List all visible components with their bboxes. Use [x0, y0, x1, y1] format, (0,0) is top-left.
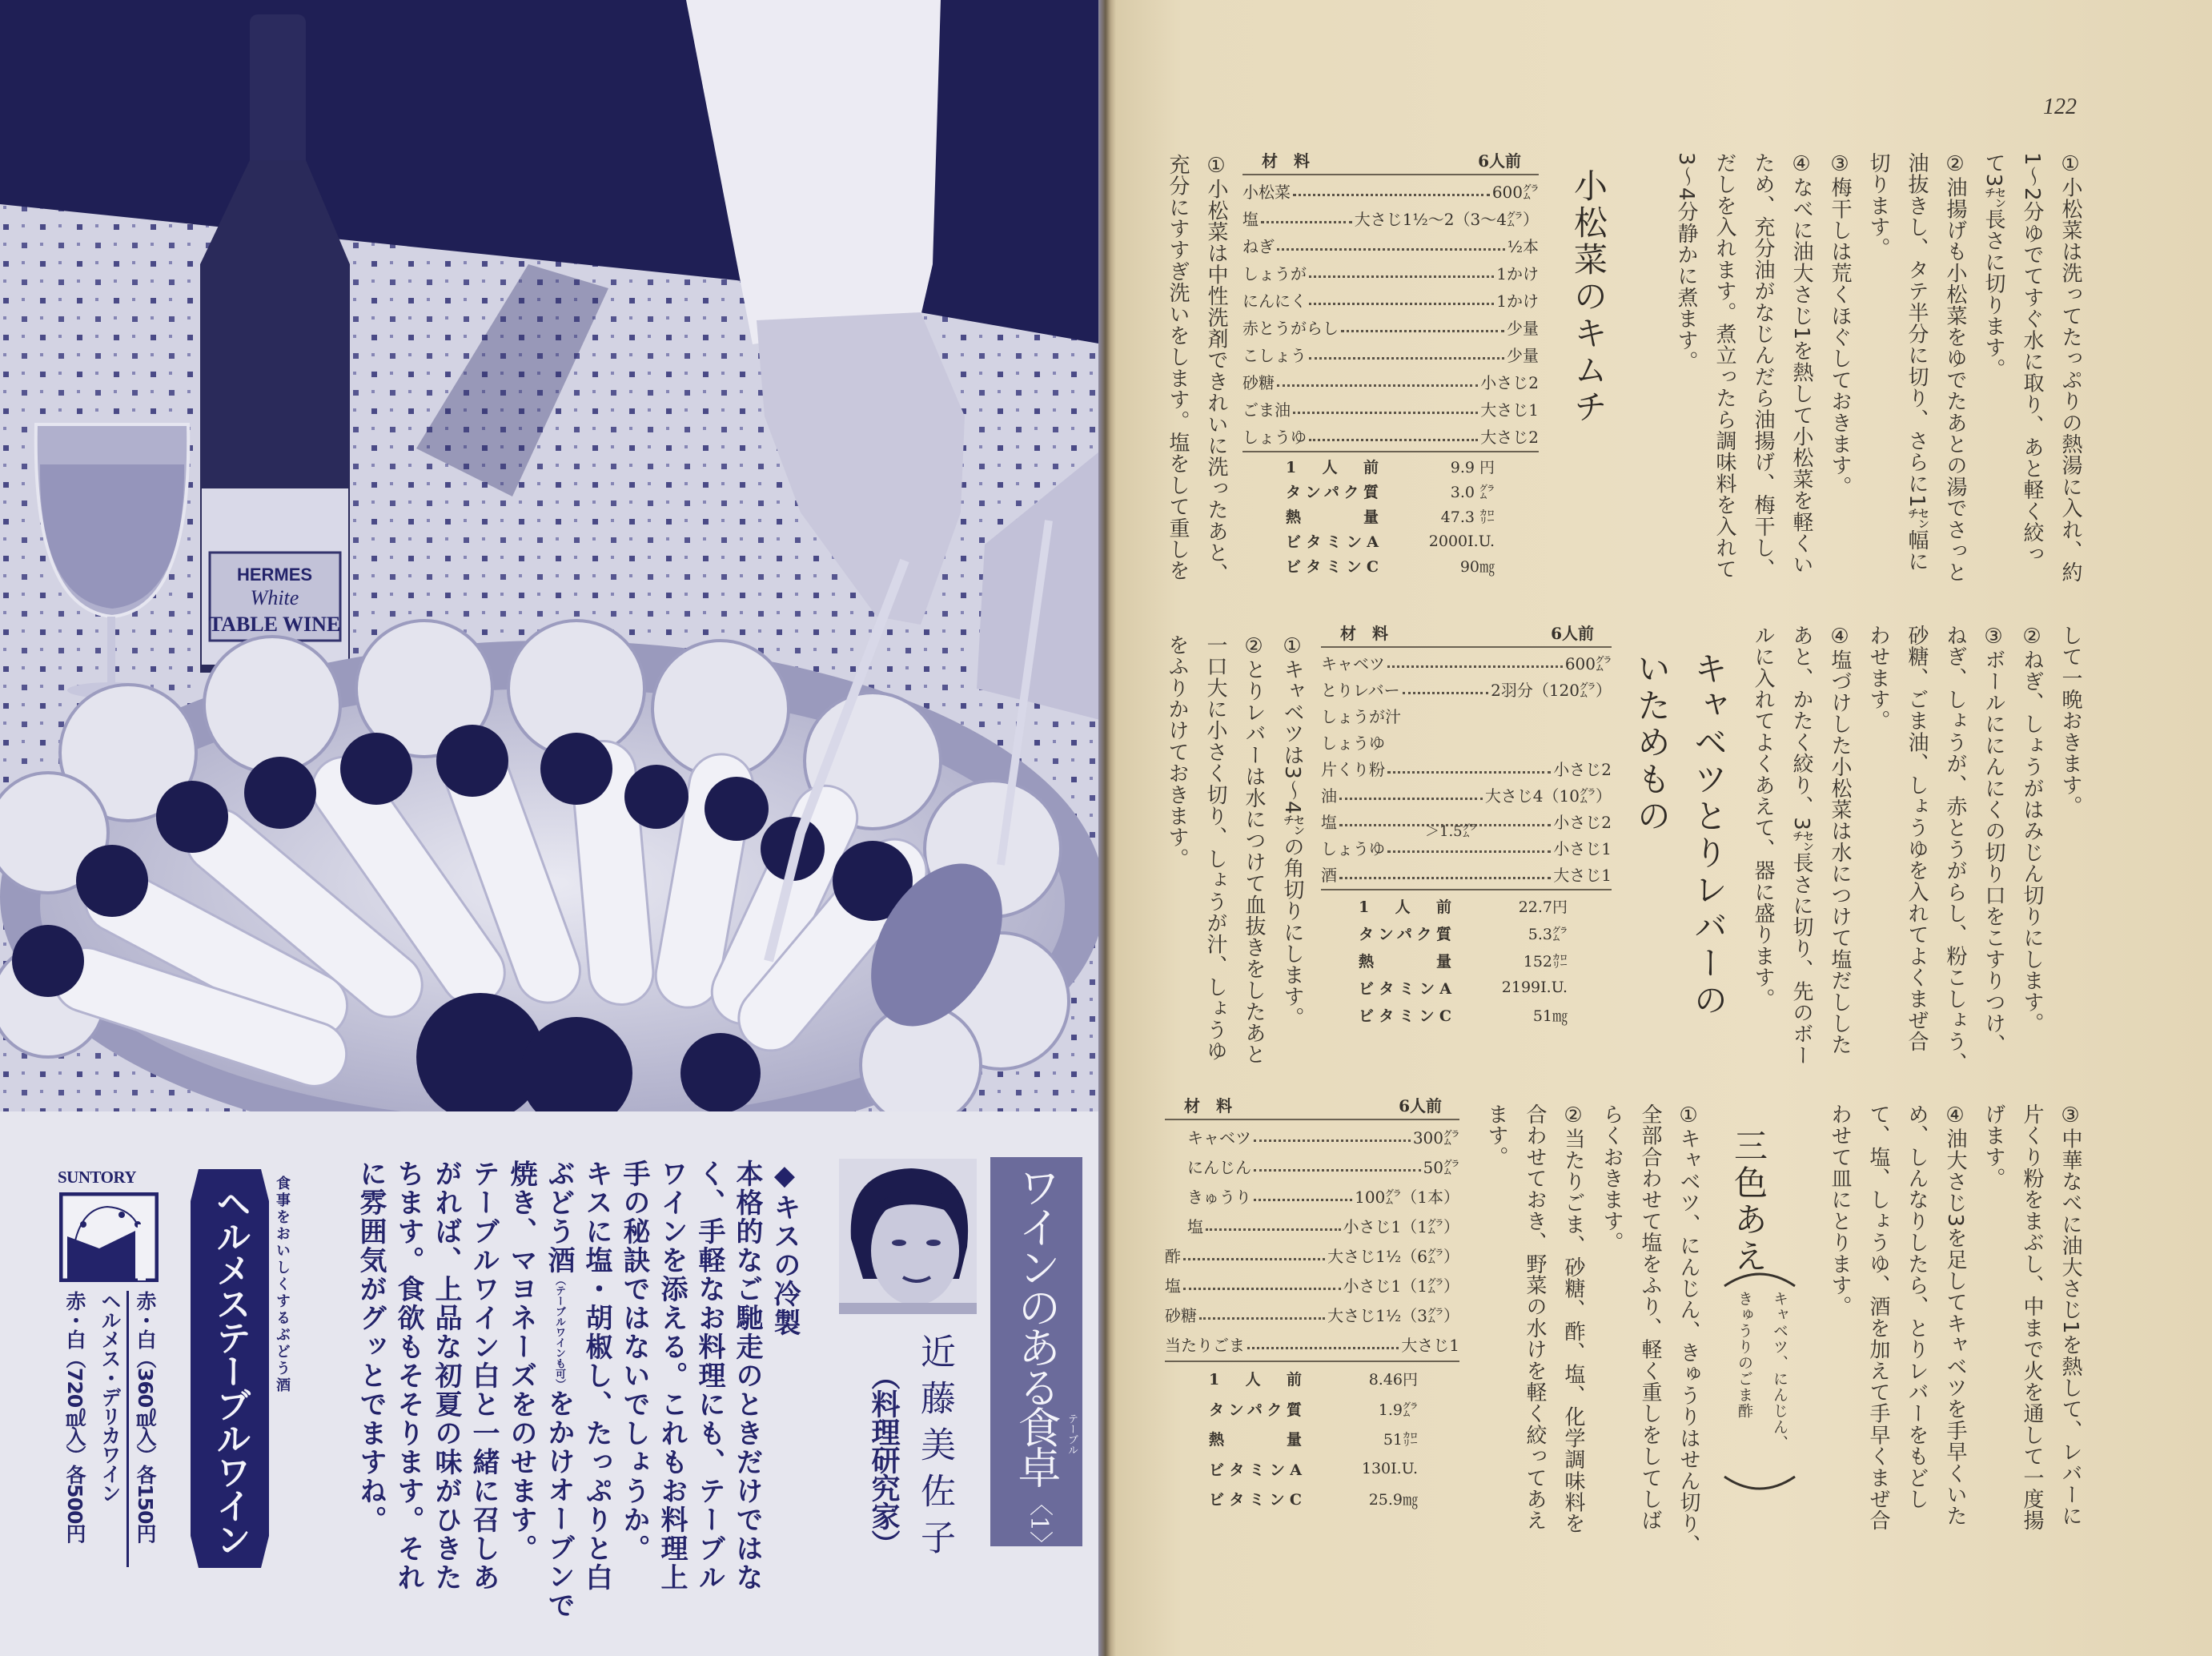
- bracket-note: ＞1.5㌘: [1425, 822, 1477, 840]
- ingredient-row: [1242, 231, 1539, 259]
- table-divider: [1242, 174, 1539, 175]
- dot-leader: [1247, 1347, 1399, 1349]
- ingredient-name: 酒: [1321, 866, 1337, 885]
- series-number: 〈1〉: [1025, 1492, 1053, 1556]
- ingredient-name: しょうゆ: [1321, 734, 1385, 753]
- author-portrait: [839, 1159, 977, 1314]
- ingredient-name: 塩: [1321, 813, 1337, 832]
- article: [351, 1160, 803, 1620]
- ingredient-amount: 大さじ1: [1401, 1336, 1459, 1355]
- nutrition-row: [1242, 553, 1539, 578]
- dot-leader: [1183, 1288, 1341, 1290]
- ingredient-row: [1165, 1122, 1459, 1152]
- text-column: 赤・白（720㎖入）各500円: [63, 1291, 86, 1543]
- ingredient-row: [1165, 1152, 1459, 1181]
- text-column: ①キャベツは3〜4㌢の角切りにします。: [1280, 634, 1304, 1029]
- nutrition-row: [1165, 1454, 1459, 1485]
- text-column: げます。: [1981, 1103, 2005, 1189]
- table-header: [1165, 1091, 1459, 1117]
- text-column: らくおきます。: [1600, 1103, 1624, 1253]
- ingredient-name: 塩: [1187, 1217, 1203, 1236]
- text-column: がれば、上品な初夏の味がひきた: [430, 1160, 462, 1592]
- nutrition-label: ビタミンA: [1359, 979, 1451, 998]
- text-column: 1〜2分ゆでてすぐ水に取り、あと軽く絞っ: [2020, 152, 2044, 565]
- ingredients-table-sanshoku-ae: [1165, 1091, 1459, 1514]
- text-column: ④塩づけした小松菜は水につけて塩だしした: [1828, 625, 1852, 1055]
- ingredient-row: [1321, 861, 1612, 887]
- dot-leader: [1339, 877, 1551, 879]
- ingredient-row: [1242, 204, 1539, 231]
- ingredient-row: [1165, 1300, 1459, 1329]
- text-column: ため、充分油がなじんだら油揚げ、梅干し、: [1751, 152, 1775, 580]
- ingredient-row: [1165, 1181, 1459, 1211]
- text-column: だしを入れます。煮立ったら調味料を入れて: [1712, 152, 1736, 580]
- text-column: ルに入れてよくあえて、器に盛ります。: [1751, 625, 1775, 1010]
- nutrition-row: [1242, 479, 1539, 504]
- dot-leader: [1206, 1228, 1341, 1231]
- ingredient-row: [1165, 1329, 1459, 1359]
- nutrition-value: 2199I.U.: [1501, 979, 1568, 996]
- ingredient-amount: 大さじ1½（3㌘）: [1327, 1306, 1459, 1325]
- text-column: ヘルメス・デリカワイン: [98, 1291, 122, 1502]
- nutrition-label: ビタミンC: [1359, 1007, 1451, 1025]
- nutrition-label: 1人前: [1209, 1371, 1302, 1389]
- dot-leader: [1387, 850, 1551, 853]
- cabbage-liver-steps-b: [1821, 1103, 2090, 1531]
- ingredient-name: ねぎ: [1242, 236, 1275, 256]
- text-column: いためもの: [1632, 651, 1672, 835]
- nutrition-value: 51㌍: [1383, 1431, 1418, 1449]
- dot-leader: [1341, 330, 1504, 332]
- text-column: 焼き、マヨネーズをのせます。: [505, 1160, 537, 1563]
- dot-leader: [1387, 771, 1551, 774]
- ingredient-amount: 大さじ2: [1480, 427, 1539, 447]
- nutrition-value: 22.7円: [1518, 898, 1568, 916]
- text-column: ワインを添える。これもお料理上: [656, 1160, 688, 1592]
- dot-leader: [1277, 248, 1505, 251]
- recipe-title-cabbage-liver: [1624, 651, 1737, 1019]
- text-column: め、しんなりしたら、とりレバーをもどし: [1905, 1103, 1929, 1510]
- ingredient-name: キャベツ: [1321, 654, 1385, 673]
- text-column: わせて皿にとります。: [1828, 1103, 1852, 1317]
- text-column: 3〜4分静かに煮ます。: [1674, 152, 1698, 372]
- ingredient-amount: 600㌘: [1564, 654, 1612, 673]
- text-column: 本格的なご馳走のときだけではな: [731, 1160, 763, 1592]
- text-column: 一口大に小さく切り、しょうが汁、しょうゆ: [1203, 634, 1227, 1062]
- text-column: あと、かたく絞り、3㌢長さに切り、先のボー: [1789, 625, 1813, 1067]
- table-servings: 6人前: [1551, 623, 1594, 643]
- ingredient-amount: ½本: [1507, 236, 1539, 256]
- ingredient-name: 酢: [1165, 1247, 1181, 1266]
- ingredient-amount: 小さじ1（1㌘）: [1343, 1276, 1459, 1296]
- nutrition-value: 1.9㌘: [1378, 1401, 1418, 1419]
- text-column: して一晩おきます。: [2058, 625, 2082, 818]
- nutrition-row: [1165, 1484, 1459, 1514]
- bottle-label-type: TABLE WINE: [208, 613, 341, 636]
- ingredient-name: にんじん: [1187, 1158, 1251, 1177]
- ingredient-amount: 小さじ2: [1480, 372, 1539, 392]
- ingredients-table-cabbage-liver: [1321, 619, 1612, 1028]
- ingredients-table-kimchi: [1242, 147, 1539, 578]
- ingredient-amount: 100㌘（1本）: [1355, 1188, 1459, 1207]
- cabbage-liver-steps-a: [1158, 634, 1311, 1065]
- dot-leader: [1199, 1317, 1325, 1320]
- nutrition-row: [1321, 1001, 1612, 1028]
- table-servings: 6人前: [1478, 151, 1521, 171]
- dot-leader: [1387, 665, 1563, 668]
- nutrition-row: [1242, 454, 1539, 479]
- text-column: 砂糖、ごま油、しょうゆを入れてよくまぜ合: [1905, 625, 1929, 1052]
- ingredient-row: [1321, 702, 1612, 729]
- ingredient-name: 油: [1321, 786, 1337, 806]
- nutrition-label: タンパク質: [1286, 484, 1379, 501]
- ingredient-row: [1242, 313, 1539, 340]
- nutrition-value: 8.46円: [1368, 1371, 1418, 1389]
- ingredient-amount: 300㌘: [1412, 1128, 1459, 1148]
- text-column: ①小松菜は中性洗剤できれいに洗ったあと、: [1204, 154, 1228, 585]
- text-column: ③梅干しは荒くほぐしておきます。: [1828, 152, 1852, 498]
- ingredient-name: とりレバー: [1321, 681, 1400, 700]
- ingredient-amount: 1かけ: [1496, 263, 1539, 283]
- nutrition-label: 熱量: [1286, 508, 1379, 526]
- nutrition-label: 1人前: [1359, 898, 1451, 916]
- ingredient-name: しょうが汁: [1321, 707, 1401, 726]
- dot-leader: [1309, 357, 1504, 360]
- ingredient-name: にんにく: [1242, 291, 1307, 311]
- dot-leader: [1254, 1199, 1352, 1201]
- ingredient-amount: 50㌘: [1423, 1158, 1459, 1177]
- text-column: キャベツ、にんじん、: [1771, 1291, 1788, 1451]
- nutrition-label: ビタミンC: [1209, 1491, 1302, 1509]
- table-divider: [1165, 1361, 1459, 1362]
- nutrition-value: 51㎎: [1532, 1007, 1568, 1025]
- nutrition-row: [1321, 892, 1612, 919]
- nutrition-value: 3.0 ㌘: [1450, 484, 1495, 501]
- nutrition-label: ビタミンC: [1286, 558, 1379, 576]
- nutrition-label: 熱量: [1209, 1431, 1302, 1449]
- ingredient-name: 塩: [1165, 1276, 1181, 1296]
- text-column: 切ります。: [1866, 152, 1890, 259]
- book-gutter: [1098, 0, 1116, 1656]
- ingredient-row: [1242, 340, 1539, 368]
- nutrition-label: 1人前: [1286, 459, 1379, 476]
- dot-leader: [1183, 1258, 1325, 1260]
- article-heading: ◆キスの冷製: [769, 1160, 801, 1337]
- nutrition-row: [1165, 1394, 1459, 1425]
- ingredient-amount: 小さじ1: [1553, 839, 1612, 858]
- nutrition-value: 152㌍: [1523, 952, 1568, 971]
- dot-leader: [1261, 221, 1352, 223]
- ingredient-name: ごま油: [1242, 400, 1291, 420]
- nutrition-value: 9.9 円: [1450, 459, 1495, 476]
- text-column: 充分にすすぎ洗いをします。塩をして重しを: [1166, 154, 1190, 581]
- dot-leader: [1309, 303, 1494, 305]
- dot-leader: [1403, 692, 1488, 694]
- text-segment: をかけオーブンで: [543, 1389, 575, 1620]
- ingredient-amount: 1かけ: [1496, 291, 1539, 311]
- text-column: ②ねぎ、しょうがはみじん切りにします。: [2020, 625, 2044, 1035]
- text-column: ④なべに油大さじ1を熱して小松菜を軽くい: [1789, 152, 1813, 576]
- ingredient-row: [1321, 729, 1612, 755]
- ingredient-row: [1321, 782, 1612, 808]
- author-affiliation: （料理研究家）: [867, 1361, 900, 1558]
- nutrition-label: タンパク質: [1209, 1401, 1302, 1419]
- recipe-title-kimchi: 小松菜のキムチ: [1569, 168, 1608, 426]
- ingredient-amount: 小さじ1（1㌘）: [1343, 1217, 1459, 1236]
- ingredient-row: [1321, 755, 1612, 782]
- ad-tagline: 食事をおいしくするぶどう酒: [274, 1176, 291, 1394]
- ingredient-name: 砂糖: [1242, 372, 1275, 392]
- text-column: 合わせておき、野菜の水けを軽く絞ってあえ: [1523, 1103, 1547, 1531]
- dot-leader: [1254, 1140, 1411, 1142]
- nutrition-row: [1165, 1424, 1459, 1454]
- text-column: をふりかけておきます。: [1165, 634, 1189, 870]
- dot-leader: [1309, 275, 1494, 278]
- ingredient-row: [1165, 1240, 1459, 1270]
- text-column: きゅうりのごま酢: [1736, 1291, 1753, 1419]
- ingredient-amount: 少量: [1507, 318, 1539, 338]
- nutrition-row: [1321, 974, 1612, 1001]
- text-column: て、塩、しょうゆ、酒を加えて手早くまぜ合: [1866, 1103, 1890, 1531]
- nutrition-value: 90㎎: [1459, 558, 1495, 576]
- bottle-label-brand: HERMES: [236, 565, 313, 585]
- text-column: キャベツとりレバーの: [1689, 651, 1728, 1019]
- ingredient-row: [1242, 422, 1539, 449]
- ingredient-row: [1242, 395, 1539, 422]
- nutrition-label: タンパク質: [1359, 925, 1451, 943]
- ingredient-amount: 小さじ2: [1553, 813, 1612, 832]
- ingredient-row: [1242, 368, 1539, 395]
- series-title-box: [990, 1157, 1082, 1556]
- ingredient-name: 砂糖: [1165, 1306, 1197, 1325]
- text-column: わせます。: [1866, 625, 1890, 732]
- ingredient-name: 赤とうがらし: [1242, 318, 1339, 338]
- ingredient-name: 片くり粉: [1321, 760, 1385, 779]
- text-column: ②当たりごま、砂糖、酢、塩、化学調味料を: [1561, 1103, 1585, 1534]
- text-column: ②とりレバーは水につけて血抜きをしたあと: [1242, 634, 1266, 1065]
- nutrition-row: [1321, 919, 1612, 947]
- ingredient-name: 小松菜: [1242, 182, 1291, 202]
- text-column: テーブルワイン白と一緒に召しあ: [468, 1160, 500, 1592]
- food-photo: [0, 0, 1103, 1111]
- product-name: ヘルメステーブルワイン: [210, 1185, 251, 1555]
- nutrition-row: [1165, 1364, 1459, 1394]
- ingredient-name: しょうが: [1242, 263, 1307, 283]
- text-column: く、手軽なお料理にも、テーブル: [693, 1160, 725, 1592]
- dot-leader: [1254, 1169, 1421, 1172]
- kimchi-steps-a: [1158, 154, 1235, 585]
- ingredient-row: [1165, 1270, 1459, 1300]
- text-column: 全部合わせて塩をふり、軽く重しをしてしば: [1638, 1103, 1662, 1531]
- nutrition-value: 5.3㌘: [1528, 925, 1568, 943]
- inline-note: （テーブルワインも可）: [553, 1275, 565, 1389]
- left-page: [0, 0, 1103, 1656]
- ingredient-row: [1165, 1211, 1459, 1240]
- table-header: [1242, 147, 1539, 172]
- ingredient-amount: 大さじ1: [1553, 866, 1612, 885]
- ingredient-name: 当たりごま: [1165, 1336, 1245, 1355]
- text-column: [540, 1160, 577, 1620]
- ingredient-amount: 2羽分（120㌘）: [1491, 681, 1612, 700]
- text-column: ③中華なべに油大さじ1を熱して、レバーに: [2058, 1103, 2082, 1527]
- ingredient-amount: 大さじ1½（6㌘）: [1327, 1247, 1459, 1266]
- ingredient-amount: 大さじ1: [1480, 400, 1539, 420]
- ingredient-name: キャベツ: [1187, 1128, 1251, 1148]
- text-column: ①小松菜は洗ってたっぷりの熱湯に入れ、約: [2058, 152, 2082, 583]
- dot-leader: [1309, 439, 1478, 441]
- nutrition-row: [1242, 504, 1539, 529]
- dot-leader: [1339, 798, 1483, 800]
- text-column: ます。: [1484, 1103, 1508, 1168]
- ingredient-name: こしょう: [1242, 345, 1307, 365]
- author-name: 近藤美佐子: [914, 1333, 955, 1566]
- text-column: 片くり粉をまぶし、中まで火を通して一度揚: [2020, 1103, 2044, 1531]
- table-divider: [1321, 646, 1612, 648]
- table-header-label: 材 料: [1262, 151, 1310, 171]
- text-column: 手の秘訣ではないでしょうか。: [618, 1160, 650, 1563]
- ingredient-row: [1321, 649, 1612, 676]
- price-list: [57, 1291, 163, 1542]
- table-header-label: 材 料: [1340, 623, 1388, 643]
- series-title-ruby: テーブル: [1066, 1413, 1078, 1455]
- nutrition-row: [1321, 947, 1612, 974]
- ingredient-amount: 小さじ2: [1553, 760, 1612, 779]
- continued-steps: [1667, 152, 2090, 583]
- ingredient-row: [1242, 177, 1539, 204]
- table-divider: [1321, 889, 1612, 890]
- ingredient-row: [1321, 676, 1612, 702]
- text-column: ①キャベツ、にんじん、きゅうりはせん切り、: [1676, 1103, 1700, 1556]
- text-column: ちます。食欲もそそります。それ: [392, 1160, 424, 1592]
- text-column: 油抜きし、タテ半分に切り、さらに1㌢幅に: [1905, 152, 1929, 573]
- table-header: [1321, 619, 1612, 645]
- ingredient-row: [1242, 259, 1539, 286]
- text-column: て3㌢長さに切ります。: [1981, 152, 2005, 380]
- table-header-label: 材 料: [1184, 1095, 1232, 1115]
- sanshoku-ae-steps: [1477, 1103, 1708, 1556]
- bottle-label-variant: White: [250, 586, 299, 609]
- kimchi-steps-b: [1744, 625, 2090, 1074]
- ingredient-name: 塩: [1242, 209, 1259, 229]
- text-column: ねぎ、しょうが、赤とうがらし、粉こしょう、: [1943, 625, 1967, 1074]
- nutrition-value: 47.3 ㌍: [1440, 508, 1495, 526]
- dot-leader: [1293, 194, 1490, 196]
- nutrition-label: ビタミンA: [1286, 533, 1379, 551]
- ingredient-amount: 少量: [1507, 345, 1539, 365]
- ingredient-row: [1242, 286, 1539, 313]
- ingredient-name: きゅうり: [1187, 1188, 1251, 1207]
- suntory-brand: SUNTORY: [58, 1168, 137, 1187]
- text-column: ④油大さじ3を足してキャベツを手早くいた: [1943, 1103, 1967, 1527]
- dot-leader: [1293, 412, 1478, 414]
- suntory-logo-icon: [59, 1192, 159, 1282]
- text-column: に雰囲気がグッとでますね。: [355, 1160, 387, 1534]
- table-divider: [1165, 1119, 1459, 1120]
- nutrition-value: 130I.U.: [1361, 1460, 1418, 1478]
- table-servings: 6人前: [1399, 1095, 1442, 1115]
- ingredient-amount: 600㌘: [1491, 182, 1539, 202]
- ingredient-amount: 大さじ4（10㌘）: [1484, 786, 1612, 806]
- ingredient-name: しょうゆ: [1321, 839, 1385, 858]
- ingredient-name: しょうゆ: [1242, 427, 1307, 447]
- text-column: キスに塩・胡椒し、たっぷりと白: [580, 1160, 612, 1592]
- recipe-subtitle-sanshoku-ae: [1727, 1291, 1797, 1451]
- nutrition-label: ビタミンA: [1209, 1461, 1302, 1479]
- text-segment: ぶどう酒: [543, 1160, 575, 1275]
- nutrition-label: 熱量: [1359, 952, 1451, 971]
- text-column: ②油揚げも小松菜をゆでたあとの湯でさっと: [1943, 152, 1967, 583]
- text-column: 赤・白（360㎖入）各150円: [134, 1291, 157, 1543]
- series-title: ワインのある食卓: [1011, 1165, 1062, 1485]
- recipe-title-sanshoku-ae: 三色あえ: [1729, 1128, 1768, 1276]
- nutrition-value: 25.9㎎: [1368, 1491, 1418, 1509]
- text-column: ③ボールににんにくの切り口をこすりつけ、: [1981, 625, 2005, 1055]
- ingredient-amount: 大さじ1½〜2（3〜4㌘）: [1354, 209, 1539, 229]
- dot-leader: [1277, 384, 1478, 387]
- nutrition-row: [1242, 529, 1539, 553]
- page-number: 122: [2043, 94, 2077, 119]
- nutrition-value: 2000I.U.: [1428, 532, 1495, 550]
- table-divider: [1242, 451, 1539, 452]
